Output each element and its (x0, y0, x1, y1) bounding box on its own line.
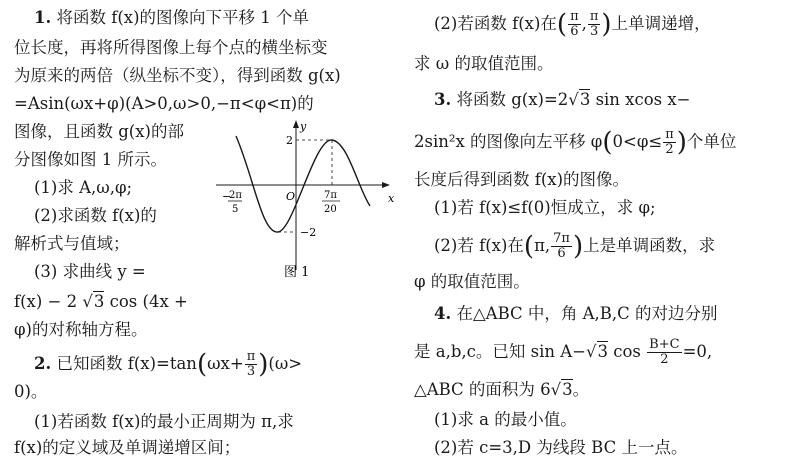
problem-3-question-1: (1)若 f(x)≤f(0)恒成立，求 φ; (434, 198, 656, 217)
problem-1-question-2b: 解析式与值域； (14, 234, 130, 253)
problem-2-question-1b: f(x)的定义域及单调递增区间； (14, 438, 241, 457)
problem-3-line-1: 3. 将函数 g(x)=2√3 sin xcos x− (434, 90, 691, 109)
problem-2-question-1a: (1)若函数 f(x)的最小正周期为 π,求 (34, 412, 294, 431)
problem-1-question-2a: (2)求函数 f(x)的 (34, 206, 157, 225)
sine-graph (214, 118, 404, 278)
problem-4-number: 4. (434, 304, 452, 323)
problem-1-number: 1. (34, 8, 52, 27)
problem-3-line-3: 长度后得到函数 f(x)的图像。 (414, 170, 630, 189)
problem-2-number: 2. (34, 354, 52, 373)
x-axis-label: x (388, 192, 395, 205)
x-axis-arrow (382, 182, 390, 188)
problem-1-question-3b: f(x) − 2 √3 cos (4x + (14, 292, 188, 311)
problem-1-question-3a: (3) 求曲线 y = (34, 262, 146, 281)
y-axis-arrow (293, 120, 299, 128)
problem-1-question-3c: φ)的对称轴方程。 (14, 320, 148, 339)
problem-2-line-2: 0)。 (14, 382, 48, 401)
figure-caption: 图 1 (284, 265, 310, 278)
problem-1-line-5: 图像，且函数 g(x)的部 (14, 122, 184, 141)
problem-1-line-1: 1. 将函数 f(x)的图像向下平移 1 个单 (34, 8, 310, 27)
problem-3-number: 3. (434, 90, 452, 109)
problem-1-question-1: (1)求 A,ω,φ; (34, 178, 133, 197)
x-right-numerator: 7π (324, 190, 337, 201)
problem-4-line-2: 是 a,b,c。已知 sin A−√3 cos $\frac{B+C}{2}$ =0, (414, 337, 713, 367)
problem-2-line-1: 2. 已知函数 f(x)=tan(ωx+ $\frac{\pi}{3}$ )(ω> (34, 349, 303, 380)
x-left-numerator: 2π (229, 190, 242, 201)
problem-1-line-2: 位长度，再将所得图像上每个点的横坐标变 (14, 38, 328, 57)
y-axis-label: y (300, 120, 307, 133)
x-right-denominator: 20 (324, 204, 337, 215)
sqrt-radicand: 3 (93, 292, 105, 311)
problem-1-line-6: 分图像如图 1 所示。 (14, 150, 167, 169)
problem-2-question-2b: 求 ω 的取值范围。 (414, 54, 554, 73)
x-left-sign: − (222, 190, 232, 203)
figure-1 (214, 118, 404, 278)
problem-4-line-3: △ABC 的面积为 6√3。 (414, 380, 590, 399)
fraction-pi-over-3: $\frac{\pi}{3}$ (246, 349, 256, 379)
origin-label: O (286, 190, 296, 203)
problem-3-question-2: (2)若 f(x)在(π, $\frac{7\pi}{6}$ )上是单调函数，求 (434, 231, 716, 262)
problem-4-question-1: (1)求 a 的最小值。 (434, 410, 577, 429)
problem-1-line-4: =Asin(ωx+φ)(A>0,ω>0,−π<φ<π)的 (14, 94, 314, 113)
sine-curve (236, 136, 370, 232)
problem-1-line-3: 为原来的两倍（纵坐标不变），得到函数 g(x) (14, 66, 341, 85)
problem-3-line-2: 2sin²x 的图像向左平移 φ(0<φ≤ $\frac{\pi}{2}$ )个单位 (414, 127, 737, 158)
x-left-denominator: 5 (232, 204, 239, 215)
problem-3-question-2b: φ 的取值范围。 (414, 272, 530, 291)
y-max-label: 2 (286, 134, 293, 147)
problem-2-question-2: (2)若函数 f(x)在( $\frac{\pi}{6}$ , $\frac{\pi}{3}$ )上单调递增， (434, 9, 711, 40)
problem-4-question-2: (2)若 c=3,D 为线段 BC 上一点。 (434, 438, 688, 457)
problem-4-line-1: 4. 在△ABC 中，角 A,B,C 的对边分别 (434, 304, 718, 323)
y-min-label: −2 (300, 226, 317, 239)
